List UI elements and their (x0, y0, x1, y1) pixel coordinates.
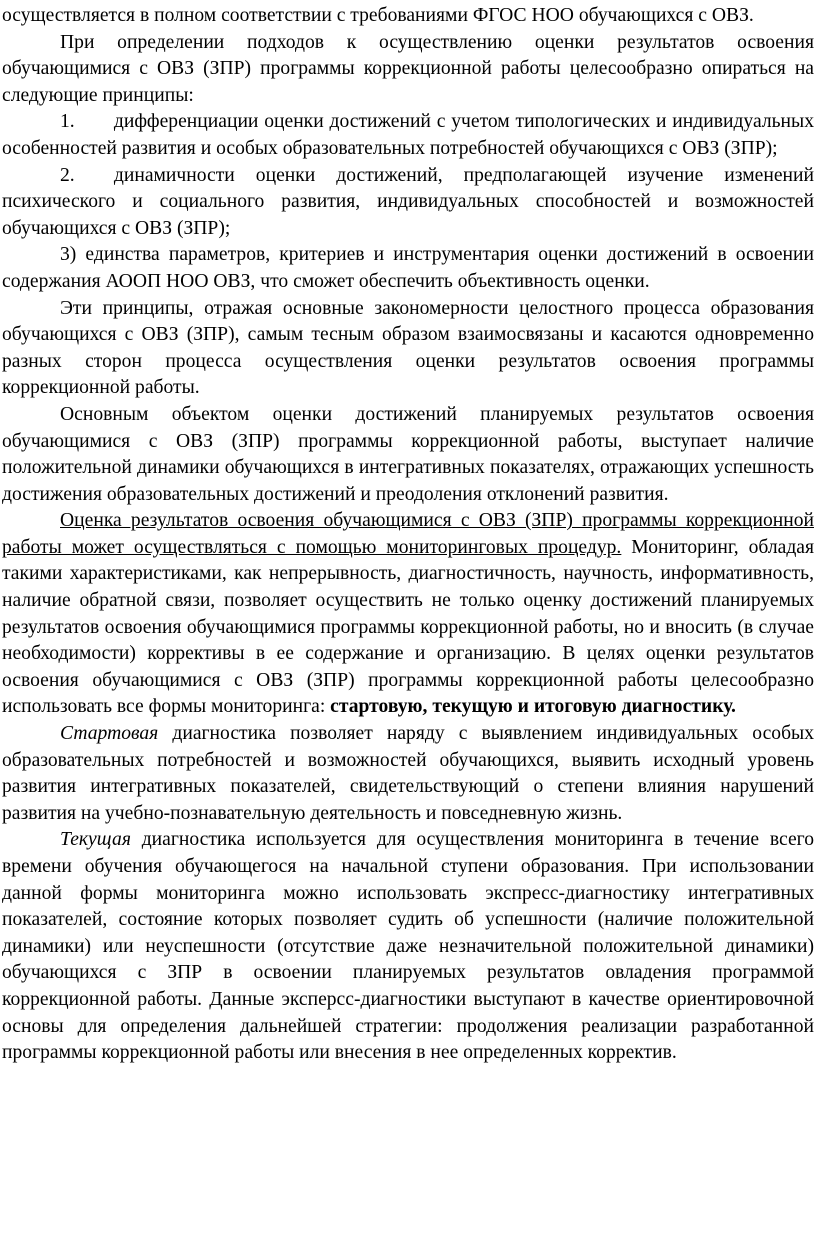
paragraph-monitoring (2, 508, 814, 721)
starting-diagnostics-text: диагностика позволяет наряду с выявлением индивидуальных особых образовательных потребностей и возможностей обучающихся, выявить исходный уровень развития интегративных показателей, свидетельствующий о степени влияния нарушений развития на учебно-познавательную деятельность и повседневную жизнь. (2, 723, 814, 824)
italic-term-current: Текущая (60, 829, 131, 851)
principle-item-3: 3) единства параметров, критериев и инструментария оценки достижений в освоении содержания АООП НОО ОВЗ, что сможет обеспечить объективность оценки. (2, 244, 814, 292)
italic-term-starting: Стартовая (60, 723, 159, 745)
principle-item-1: 1. дифференциации оценки достижений с учетом типологических и индивидуальных особенностей развития и особых образовательных потребностей обучающихся с ОВЗ (ЗПР); (2, 111, 814, 159)
paragraph-continuation: осуществляется в полном соответствии с требованиями ФГОС НОО обучающихся с ОВЗ. (2, 5, 754, 26)
underlined-statement: Оценка результатов освоения обучающимися с ОВЗ (ЗПР) программы коррекционной работы может осуществляться с помощью мониторинговых процедур. (2, 510, 814, 558)
paragraph-current-diagnostics (2, 827, 814, 1066)
monitoring-text: Мониторинг, обладая такими характеристиками, как непрерывность, диагностичность, научность, информативность, наличие обратной связи, позволяет осуществить не только оценку достижений планируемых результатов освоения обучающимися программы коррекционной работы, но и вносить (в случае необходимости) коррективы в ее содержание и организацию. В целях оценки результатов освоения обучающимися с ОВЗ (ЗПР) программы коррекционной работы целесообразно использовать все формы мониторинга: (2, 536, 814, 718)
paragraph-principles-intro: При определении подходов к осуществлению оценки результатов освоения обучающимися с ОВЗ (ЗПР) программы коррекционной работы целесообразно опираться на следующие принципы: (2, 31, 814, 106)
bold-diagnostics-forms: стартовую, текущую и итоговую диагностику. (330, 696, 736, 718)
principle-item-2: 2. динамичности оценки достижений, предполагающей изучение изменений психического и социального развития, индивидуальных способностей и возможностей обучающихся с ОВЗ (ЗПР); (2, 164, 814, 239)
paragraph-assessment-object: Основным объектом оценки достижений планируемых результатов освоения обучающимися с ОВЗ (ЗПР) программы коррекционной работы, выступает наличие положительной динамики обучающихся в интегративных показателях, отражающих успешность достижения образовательных достижений и преодоления отклонений развития. (2, 403, 814, 505)
paragraph-principles-summary: Эти принципы, отражая основные закономерности целостного процесса образования обучающихся с ОВЗ (ЗПР), самым тесным образом взаимосвязаны и касаются одновременно разных сторон процесса осуществления оценки результатов освоения программы коррекционной работы. (2, 297, 814, 399)
current-diagnostics-text: диагностика используется для осуществления мониторинга в течение всего времени обучения обучающегося на начальной ступени образования. При использовании данной формы мониторинга можно использовать экспресс-диагностику интегративных показателей, состояние которых позволяет судить об успешности (наличие положительной динамики) или неуспешности (отсутствие даже незначительной положительной динамики) обучающихся с ЗПР в освоении планируемых результатов овладения программой коррекционной работы. Данные эксперсс-диагностики выступают в качестве ориентировочной основы для определения дальнейшей стратегии: продолжения реализации разработанной программы коррекционной работы или внесения в нее определенных корректив. (2, 829, 814, 1064)
paragraph-starting-diagnostics (2, 721, 814, 827)
